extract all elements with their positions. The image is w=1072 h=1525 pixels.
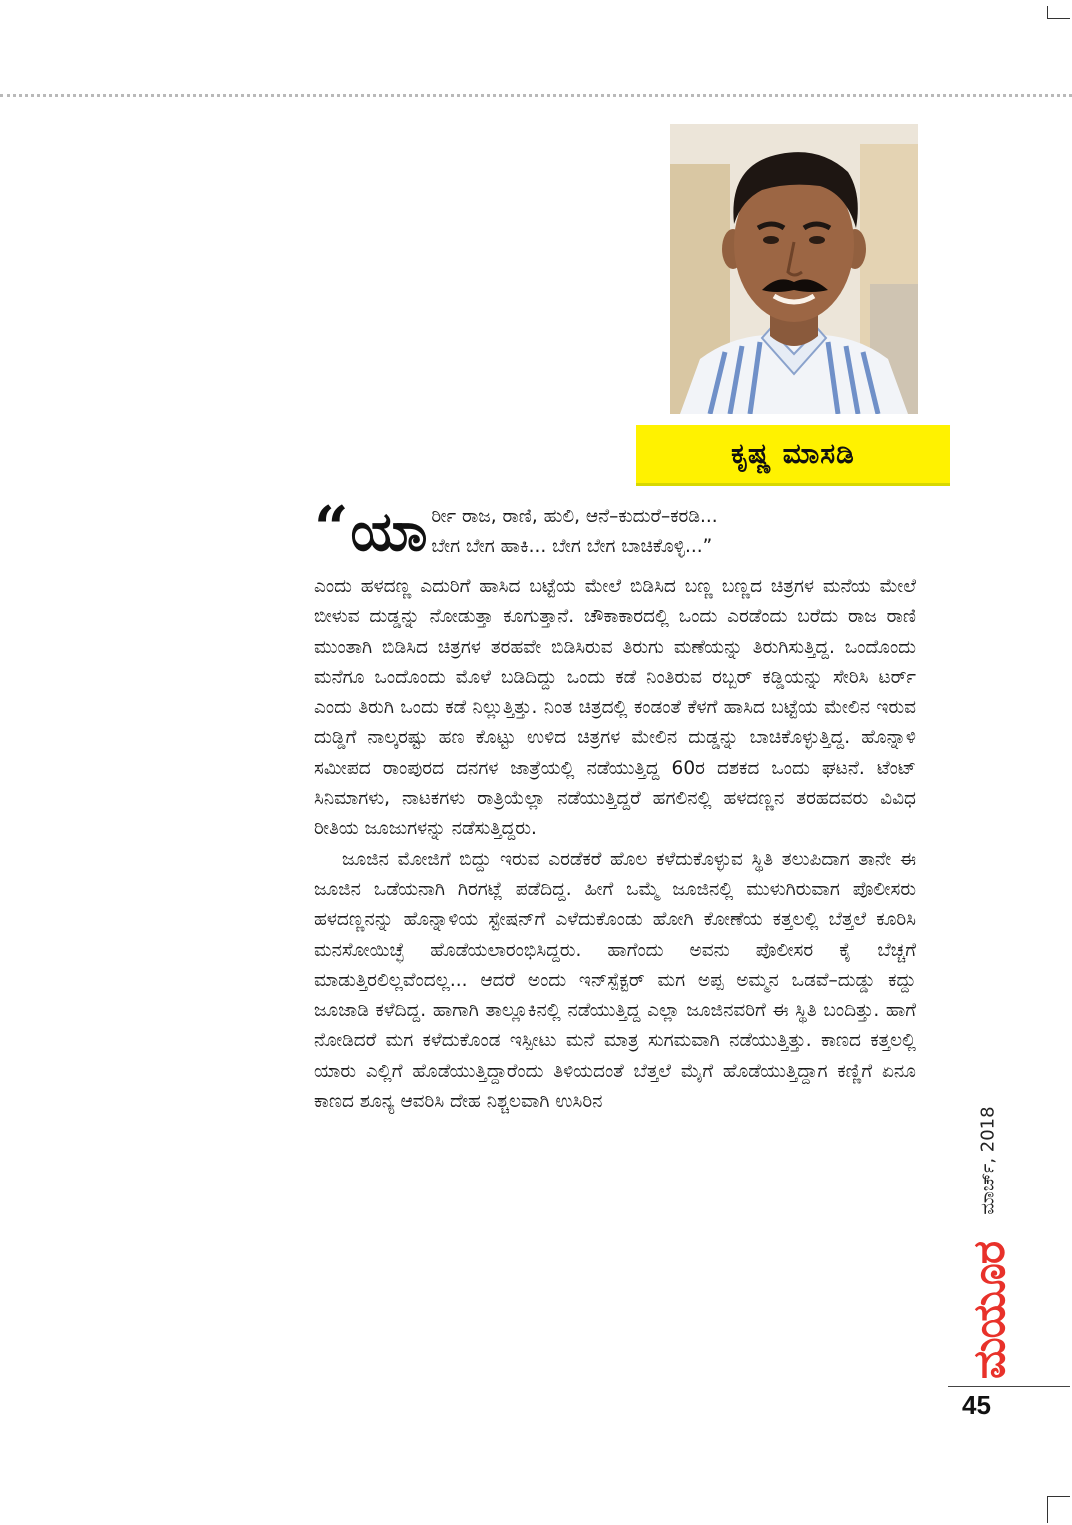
article-body — [314, 494, 916, 1117]
crop-mark-top-right — [1047, 6, 1070, 19]
opening-quote-mark: “ — [314, 494, 349, 564]
header-dotted-rule — [0, 94, 1072, 97]
opening-lines — [431, 502, 916, 563]
paragraph-2: ಜೂಜಿನ ಮೋಜಿಗೆ ಬಿದ್ದು ಇರುವ ಎರಡೆಕರೆ ಹೊಲ ಕಳೆದುಕೊಳ್ಳುವ ಸ್ಥಿತಿ ತಲುಪಿದಾಗ ತಾನೇ ಈ ಜೂಜಿನ ಒಡೆಯನಾಗಿ ಗಿರಗಟ್ಲೆ ಪಡೆದಿದ್ದ. ಹೀಗೆ ಒಮ್ಮೆ ಜೂಜಿನಲ್ಲಿ ಮುಳುಗಿರುವಾಗ ಪೊಲೀಸರು ಹಳದಣ್ಣನನ್ನು ಹೊನ್ನಾಳಿಯ ಸ್ಟೇಷನ್‌ಗೆ ಎಳೆದುಕೊಂಡು ಹೋಗಿ ಕೋಣೆಯ ಕತ್ತಲಲ್ಲಿ ಬೆತ್ತಲೆ ಕೂರಿಸಿ ಮನಸೋಯಿಚ್ಛೆ ಹೊಡೆಯಲಾರಂಭಿಸಿದ್ದರು. ಹಾಗೆಂದು ಅವನು ಪೊಲೀಸರ ಕೈ ಬೆಚ್ಚಗೆ ಮಾಡುತ್ತಿರಲಿಲ್ಲವೆಂದಲ್ಲ... ಆದರೆ ಅಂದು ಇನ್‌ಸ್ಪೆಕ್ಟರ್ ಮಗ ಅಪ್ಪ ಅಮ್ಮನ ಒಡವೆ–ದುಡ್ಡು ಕದ್ದು ಜೂಜಾಡಿ ಕಳೆದಿದ್ದ. ಹಾಗಾಗಿ ತಾಲ್ಲೂಕಿನಲ್ಲಿ ನಡೆಯುತ್ತಿದ್ದ ಎಲ್ಲಾ ಜೂಜಿನವರಿಗೆ ಈ ಸ್ಥಿತಿ ಬಂದಿತ್ತು. ಹಾಗೆ ನೋಡಿದರೆ ಮಗ ಕಳೆದುಕೊಂಡ ಇಸ್ಪೀಟು ಮನೆ ಮಾತ್ರ ಸುಗಮವಾಗಿ ನಡೆಯುತ್ತಿತ್ತು. ಕಾಣದ ಕತ್ತಲಲ್ಲಿ ಯಾರು ಎಲ್ಲಿಗೆ ಹೊಡೆಯುತ್ತಿದ್ದಾರೆಂದು ತಿಳಿಯದಂತೆ ಬೆತ್ತಲೆ ಮೈಗೆ ಹೊಡೆಯುತ್ತಿದ್ದಾಗ ಕಣ್ಣಿಗೆ ಏನೂ ಕಾಣದ ಶೂನ್ಯ ಆವರಿಸಿ ದೇಹ ನಿಶ್ಚಲವಾಗಿ ಉಸಿರಿನ — [314, 848, 916, 1113]
opening-line-1: ರ್ರೀ ರಾಜ, ರಾಣಿ, ಹುಲಿ, ಆನೆ–ಕುದುರೆ–ಕರಡಿ... — [431, 506, 718, 527]
issue-date-text: ಮಾರ್ಚ್, 2018 — [977, 1105, 999, 1215]
article-opening — [314, 494, 916, 572]
author-portrait-illustration — [670, 124, 918, 414]
author-photo — [670, 124, 918, 414]
page-number-rule — [948, 1386, 1070, 1387]
opening-line-2: ಬೇಗ ಬೇಗ ಹಾಕಿ... ಬೇಗ ಬೇಗ ಬಾಚಿಕೊಳ್ಳಿ...” — [431, 536, 713, 558]
drop-cap: ಯಾ — [350, 500, 426, 563]
crop-mark-bottom-right — [1047, 1496, 1070, 1523]
author-name-label: ಕೃಷ್ಣ ಮಾಸಡಿ — [636, 425, 950, 486]
page-number: 45 — [962, 1390, 991, 1420]
issue-date-vertical — [968, 1090, 1008, 1230]
magazine-masthead-vertical — [960, 1240, 1020, 1380]
magazine-name: ಮಯೂರ — [964, 1241, 1016, 1379]
paragraph-1: ಎಂದು ಹಳದಣ್ಣ ಎದುರಿಗೆ ಹಾಸಿದ ಬಟ್ಟೆಯ ಮೇಲೆ ಬಿಡಿಸಿದ ಬಣ್ಣ ಬಣ್ಣದ ಚಿತ್ರಗಳ ಮನೆಯ ಮೇಲೆ ಬೀಳುವ ದುಡ್ಡನ್ನು ನೋಡುತ್ತಾ ಕೂಗುತ್ತಾನೆ. ಚೌಕಾಕಾರದಲ್ಲಿ ಒಂದು ಎರಡೆಂದು ಬರೆದು ರಾಜ ರಾಣಿ ಮುಂತಾಗಿ ಬಿಡಿಸಿದ ಚಿತ್ರಗಳ ತರಹವೇ ಬಿಡಿಸಿರುವ ತಿರುಗು ಮಣೆಯನ್ನು ತಿರುಗಿಸುತ್ತಿದ್ದ. ಒಂದೊಂದು ಮನೆಗೂ ಒಂದೊಂದು ಮೊಳೆ ಬಡಿದಿದ್ದು ಒಂದು ಕಡೆ ನಿಂತಿರುವ ರಬ್ಬರ್ ಕಡ್ಡಿಯನ್ನು ಸೇರಿಸಿ ಟರ್ರ್ ಎಂದು ತಿರುಗಿ ಒಂದು ಕಡೆ ನಿಲ್ಲುತ್ತಿತ್ತು. ನಿಂತ ಚಿತ್ರದಲ್ಲಿ ಕಂಡಂತೆ ಕೆಳಗೆ ಹಾಸಿದ ಬಟ್ಟೆಯ ಮೇಲಿನ ಇರುವ ದುಡ್ಡಿಗೆ ನಾಲ್ಕರಷ್ಟು ಹಣ ಕೊಟ್ಟು ಉಳಿದ ಚಿತ್ರಗಳ ಮೇಲಿನ ದುಡ್ಡನ್ನು ಬಾಚಿಕೊಳ್ಳುತ್ತಿದ್ದ. ಹೊನ್ನಾಳಿ ಸಮೀಪದ ರಾಂಪುರದ ದನಗಳ ಜಾತ್ರೆಯಲ್ಲಿ ನಡೆಯುತ್ತಿದ್ದ 60ರ ದಶಕದ ಒಂದು ಘಟನೆ. ಟೆಂಟ್ ಸಿನಿಮಾಗಳು, ನಾಟಕಗಳು ರಾತ್ರಿಯೆಲ್ಲಾ ನಡೆಯುತ್ತಿದ್ದರೆ ಹಗಲಿನಲ್ಲಿ ಹಳದಣ್ಣನ ತರಹದವರು ವಿವಿಧ ರೀತಿಯ ಜೂಜುಗಳನ್ನು ನಡೆಸುತ್ತಿದ್ದರು. — [314, 576, 916, 840]
